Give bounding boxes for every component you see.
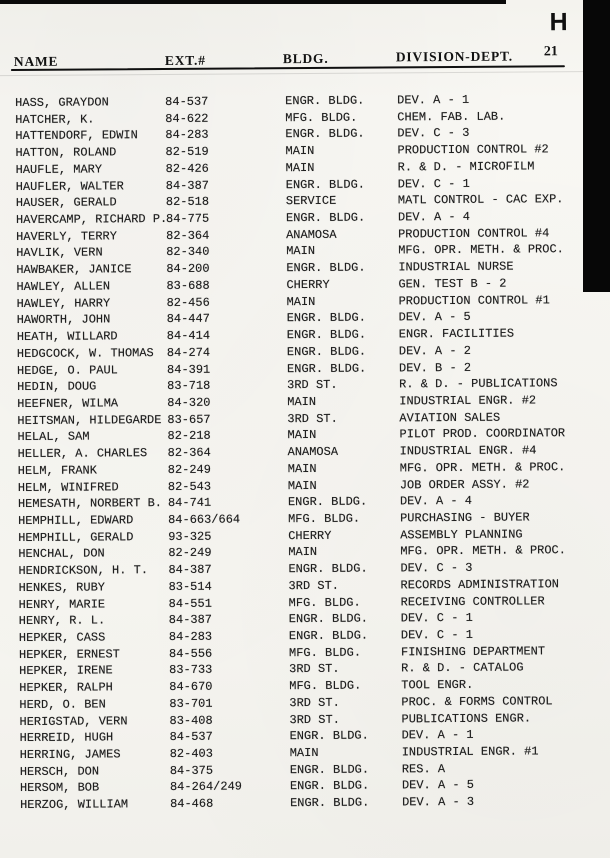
name-cell: HELAL, SAM <box>17 429 90 445</box>
division-dept-cell: TOOL ENGR. <box>401 678 474 693</box>
name-cell: HATCHER, K. <box>15 112 95 127</box>
name-cell: HEPKER, RALPH <box>19 680 113 696</box>
division-dept-cell: DEV. C - 1 <box>397 176 470 191</box>
ext-cell: 93-325 <box>168 529 212 544</box>
column-header-name: NAME <box>13 53 59 70</box>
division-dept-cell: FINISHING DEPARTMENT <box>400 644 546 660</box>
name-cell: HEMPHILL, GERALD <box>18 529 134 545</box>
division-dept-cell: GEN. TEST B - 2 <box>398 276 507 292</box>
bldg-cell: CHERRY <box>286 277 330 293</box>
ext-cell: 84-741 <box>167 495 212 511</box>
name-cell: HEMESATH, NORBERT B. <box>17 496 163 512</box>
division-dept-cell: AVIATION SALES <box>399 410 501 426</box>
bldg-cell: ENGR. BLDG. <box>289 728 369 744</box>
ext-cell: 84-775 <box>165 211 210 227</box>
name-cell: HERZOG, WILLIAM <box>20 797 129 813</box>
name-cell: HELM, FRANK <box>17 463 97 478</box>
division-dept-cell: RECEIVING CONTROLLER <box>400 593 545 609</box>
bldg-cell: MAIN <box>287 461 317 476</box>
ext-cell: 84-537 <box>169 729 213 745</box>
name-cell: HATTON, ROLAND <box>15 145 117 161</box>
name-cell: HENDRICKSON, H. T. <box>18 563 149 579</box>
ext-cell: 82-340 <box>166 245 210 260</box>
division-dept-cell: INDUSTRIAL ENGR. #1 <box>401 744 539 760</box>
division-dept-cell: ENGR. FACILITIES <box>398 326 515 342</box>
division-dept-cell: ASSEMBLY PLANNING <box>400 527 523 543</box>
division-dept-cell: DEV. A - 1 <box>401 728 474 743</box>
name-cell: HEDGCOCK, W. THOMAS <box>16 345 154 361</box>
ext-cell: 82-518 <box>165 194 210 210</box>
ext-cell: 82-543 <box>167 479 212 494</box>
ext-cell: 84-274 <box>166 345 211 360</box>
division-dept-cell: DEV. C - 1 <box>400 627 473 643</box>
division-dept-cell: DEV. A - 2 <box>398 343 471 359</box>
name-cell: HAUFLER, WALTER <box>15 178 124 194</box>
division-dept-cell: INDUSTRIAL ENGR. #2 <box>399 393 537 409</box>
ext-cell: 84-468 <box>170 796 214 812</box>
bldg-cell: MFG. BLDG. <box>288 595 361 610</box>
name-cell: HEITSMAN, HILDEGARDE <box>17 412 162 428</box>
division-dept-cell: PROC. & FORMS CONTROL <box>401 694 553 710</box>
bldg-cell: ENGR. BLDG. <box>285 177 366 192</box>
table-row <box>5 793 610 814</box>
name-cell: HAWLEY, HARRY <box>16 296 111 311</box>
column-header-bldg: BLDG. <box>282 50 329 67</box>
ext-cell: 84-551 <box>168 596 212 611</box>
name-cell: HERSCH, DON <box>19 764 100 779</box>
division-dept-cell: MFG. OPR. METH. & PROC. <box>400 543 566 559</box>
name-cell: HEDGE, O. PAUL <box>16 362 118 378</box>
division-dept-cell: DEV. A - 5 <box>401 778 474 793</box>
name-cell: HEATH, WILLARD <box>16 329 118 345</box>
bldg-cell: MAIN <box>287 394 317 410</box>
bldg-cell: ENGR. BLDG. <box>286 327 367 343</box>
page-number: 21 <box>543 44 558 60</box>
division-dept-cell: R. & D. - PUBLICATIONS <box>399 376 558 392</box>
bldg-cell: MFG. BLDG. <box>288 645 362 660</box>
ext-cell: 84-387 <box>168 612 213 628</box>
division-dept-cell: R. & D. - CATALOG <box>401 660 524 676</box>
name-cell: HENRY, R. L. <box>18 613 106 629</box>
ext-cell: 84-387 <box>165 178 210 193</box>
bldg-cell: ENGR. BLDG. <box>286 310 366 326</box>
bldg-cell: 3RD ST. <box>289 712 340 727</box>
bldg-cell: ENGR. BLDG. <box>285 127 365 142</box>
ext-cell: 84-264/249 <box>169 779 243 795</box>
name-cell: HASS, GRAYDON <box>15 95 109 111</box>
ext-cell: 82-249 <box>168 546 212 561</box>
name-cell: HAWLEY, ALLEN <box>16 279 111 294</box>
ext-cell: 83-733 <box>169 663 213 678</box>
division-dept-cell: PRODUCTION CONTROL #2 <box>397 142 549 158</box>
bldg-cell: ENGR. BLDG. <box>287 494 368 510</box>
bldg-cell: 3RD ST. <box>287 411 338 426</box>
bldg-cell: MFG. BLDG. <box>285 110 358 125</box>
ext-cell: 84-320 <box>167 395 211 410</box>
name-cell: HEMPHILL, EDWARD <box>18 513 134 528</box>
ext-cell: 83-408 <box>169 713 213 728</box>
name-cell: HEPKER, CASS <box>18 630 106 646</box>
bldg-cell: ENGR. BLDG. <box>289 779 370 794</box>
ext-cell: 84-447 <box>166 312 210 327</box>
bldg-cell: MAIN <box>287 428 317 443</box>
ext-cell: 84-670 <box>169 679 213 695</box>
name-cell: HEDIN, DOUG <box>17 379 97 395</box>
bldg-cell: MFG. BLDG. <box>289 678 362 694</box>
bldg-cell: ENGR. BLDG. <box>288 561 368 577</box>
name-cell: HEPKER, ERNEST <box>18 647 120 662</box>
division-dept-cell: PILOT PROD. COORDINATOR <box>399 426 566 442</box>
ext-cell: 84-622 <box>165 111 209 126</box>
name-cell: HERREID, HUGH <box>19 730 114 746</box>
scan-artifact-top-bar <box>0 0 506 4</box>
ext-cell: 82-403 <box>169 746 213 762</box>
ext-cell: 82-364 <box>167 445 211 461</box>
bldg-cell: MAIN <box>289 745 319 761</box>
column-header-ext: EXT.# <box>164 52 206 68</box>
bldg-cell: ANAMOSA <box>286 227 337 242</box>
ext-cell: 84-663/664 <box>168 512 241 527</box>
bldg-cell: ENGR. BLDG. <box>288 611 369 627</box>
bldg-cell: ENGR. BLDG. <box>286 344 367 359</box>
bldg-cell: SERVICE <box>285 194 337 209</box>
name-cell: HEPKER, IRENE <box>19 663 113 679</box>
bldg-cell: ENGR. BLDG. <box>286 361 367 376</box>
bldg-cell: 3RD ST. <box>289 662 340 677</box>
name-cell: HERRING, JAMES <box>19 747 121 763</box>
division-dept-cell: DEV. A - 4 <box>397 209 471 225</box>
name-cell: HERIGSTAD, VERN <box>19 713 128 729</box>
name-cell: HERD, O. BEN <box>19 697 106 712</box>
name-cell: HATTENDORF, EDWIN <box>15 128 138 144</box>
division-dept-cell: PURCHASING - BUYER <box>400 510 530 526</box>
division-dept-cell: PUBLICATIONS ENGR. <box>401 711 532 726</box>
bldg-cell: 3RD ST. <box>287 378 338 393</box>
division-dept-cell: RES. A <box>401 761 446 777</box>
ext-cell: 83-514 <box>168 579 212 594</box>
division-dept-cell: INDUSTRIAL NURSE <box>398 259 514 275</box>
bldg-cell: ENGR. BLDG. <box>290 795 370 811</box>
name-cell: HEEFNER, WILMA <box>17 396 119 411</box>
ext-cell: 84-414 <box>166 328 211 344</box>
division-dept-cell: DEV. C - 3 <box>397 126 470 141</box>
bldg-cell: ENGR. BLDG. <box>285 210 366 226</box>
division-dept-cell: DEV. A - 5 <box>398 310 471 325</box>
ext-cell: 84-375 <box>169 763 214 778</box>
name-cell: HAWBAKER, JANICE <box>16 262 132 278</box>
ext-cell: 83-718 <box>167 378 211 394</box>
bldg-cell: MAIN <box>286 294 316 309</box>
name-cell: HAVLIK, VERN <box>16 245 103 261</box>
ext-cell: 84-283 <box>165 128 209 143</box>
bldg-cell: ENGR. BLDG. <box>285 93 365 109</box>
scan-artifact-right-block <box>583 0 610 292</box>
bldg-cell: 3RD ST. <box>288 578 340 593</box>
division-dept-cell: INDUSTRIAL ENGR. #4 <box>399 443 537 459</box>
division-dept-cell: PRODUCTION CONTROL #4 <box>398 226 550 242</box>
name-cell: HAWORTH, JOHN <box>16 312 111 328</box>
ext-cell: 83-688 <box>166 278 210 293</box>
ext-cell: 82-249 <box>167 462 211 477</box>
directory-table <box>0 91 610 814</box>
bldg-cell: 3RD ST. <box>289 695 340 711</box>
division-dept-cell: DEV. A - 4 <box>399 494 473 509</box>
division-dept-cell: DEV. B - 2 <box>398 360 472 375</box>
ext-cell: 82-519 <box>165 144 209 160</box>
ext-cell: 84-537 <box>165 94 209 109</box>
bldg-cell: MFG. BLDG. <box>288 511 361 527</box>
header-rule-ghost-line <box>0 71 596 76</box>
ext-cell: 82-426 <box>165 161 209 176</box>
division-dept-cell: RECORDS ADMINISTRATION <box>400 577 560 593</box>
bldg-cell: MAIN <box>286 244 316 259</box>
index-letter-h: H <box>549 8 569 37</box>
ext-cell: 82-364 <box>166 228 210 243</box>
bldg-cell: ANAMOSA <box>287 444 339 460</box>
name-cell: HERSOM, BOB <box>19 780 100 796</box>
name-cell: HELM, WINIFRED <box>17 479 119 495</box>
division-dept-cell: MFG. OPR. METH. & PROC. <box>399 460 566 476</box>
bldg-cell: ENGR. BLDG. <box>288 628 369 644</box>
name-cell: HAVERCAMP, RICHARD P. <box>15 212 168 228</box>
ext-cell: 82-456 <box>166 295 210 310</box>
ext-cell: 83-657 <box>167 412 211 427</box>
name-cell: HAUSER, GERALD <box>15 195 117 211</box>
division-dept-cell: DEV. C - 3 <box>400 560 473 576</box>
bldg-cell: MAIN <box>285 144 315 159</box>
ext-cell: 84-391 <box>166 362 211 377</box>
division-dept-cell: DEV. C - 1 <box>400 611 473 626</box>
division-dept-cell: CHEM. FAB. LAB. <box>397 109 506 125</box>
bldg-cell: MAIN <box>288 545 318 560</box>
ext-cell: 84-387 <box>168 562 212 578</box>
bldg-cell: ENGR. BLDG. <box>289 762 370 777</box>
division-dept-cell: MATL CONTROL - CAC EXP. <box>397 192 564 208</box>
name-cell: HELLER, A. CHARLES <box>17 446 148 462</box>
column-header-division-dept: DIVISION-DEPT. <box>395 48 513 65</box>
division-dept-cell: DEV. A - 3 <box>402 795 475 810</box>
division-dept-cell: JOB ORDER ASSY. #2 <box>399 476 530 492</box>
division-dept-cell: R. & D. - MICROFILM <box>397 159 535 175</box>
ext-cell: 83-701 <box>169 696 213 711</box>
name-cell: HENCHAL, DON <box>18 546 105 562</box>
name-cell: HENKES, RUBY <box>18 580 106 595</box>
bldg-cell: CHERRY <box>288 528 332 543</box>
division-dept-cell: DEV. A - 1 <box>397 92 470 108</box>
division-dept-cell: MFG. OPR. METH. & PROC. <box>398 242 564 258</box>
division-dept-cell: PRODUCTION CONTROL #1 <box>398 292 550 308</box>
ext-cell: 84-200 <box>166 261 210 277</box>
bldg-cell: MAIN <box>285 160 315 176</box>
bldg-cell: ENGR. BLDG. <box>286 260 366 276</box>
name-cell: HAVERLY, TERRY <box>16 229 117 244</box>
ext-cell: 84-283 <box>168 629 213 644</box>
name-cell: HAUFLE, MARY <box>15 162 103 177</box>
ext-cell: 84-556 <box>168 646 213 661</box>
bldg-cell: MAIN <box>287 478 317 493</box>
ext-cell: 82-218 <box>167 429 211 444</box>
name-cell: HENRY, MARIE <box>18 596 106 612</box>
